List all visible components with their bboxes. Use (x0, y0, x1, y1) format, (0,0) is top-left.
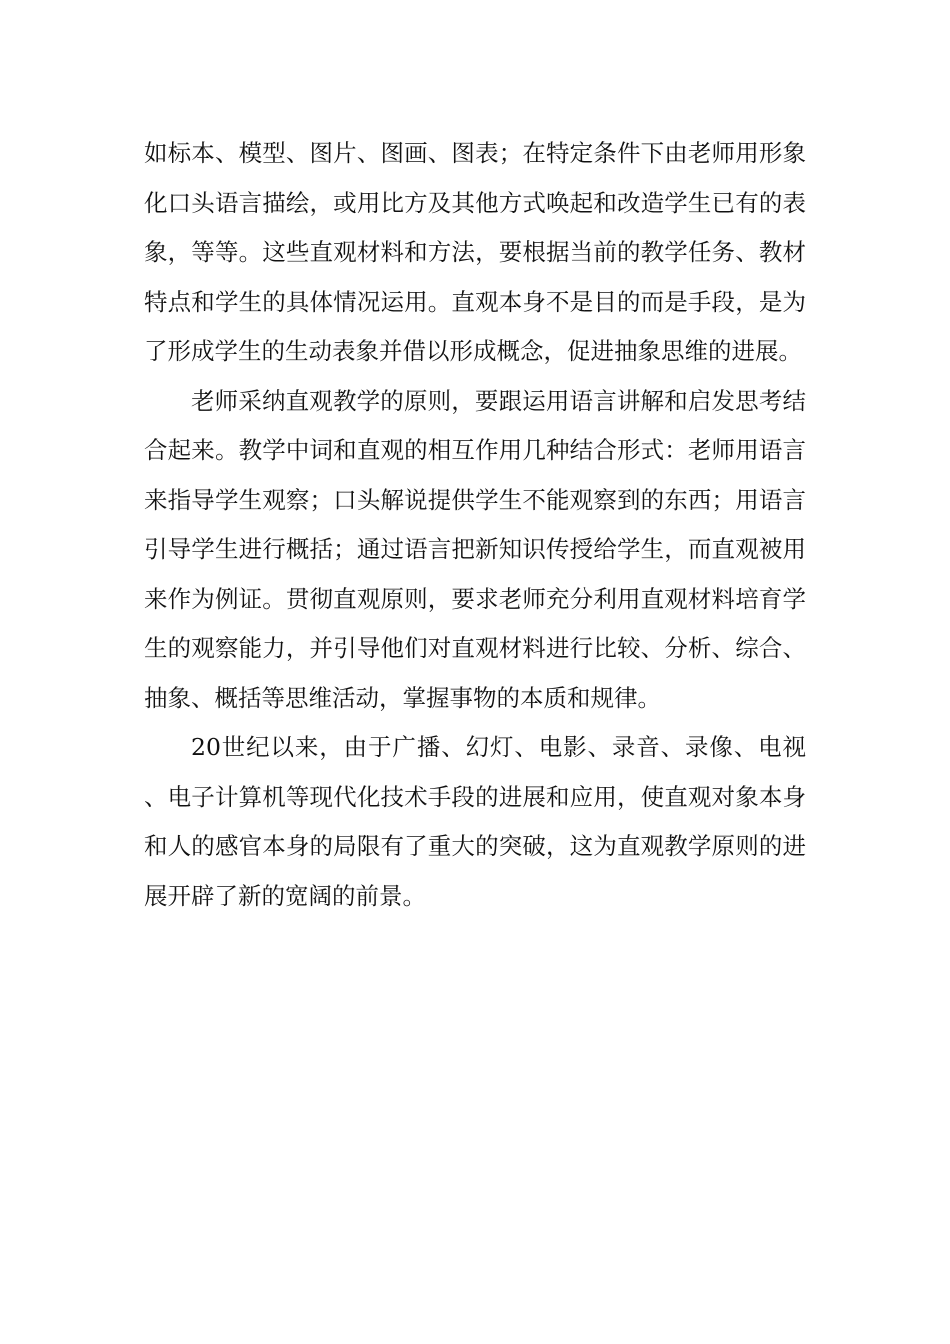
paragraph-3: 20世纪以来，由于广播、幻灯、电影、录音、录像、电视、电子计算机等现代化技术手段的进展和应用，使直观对象本身和人的感官本身的局限有了重大的突破，这为直观教学原则的进展开辟了新的宽阔的前景。 (144, 733, 806, 910)
document-body (144, 129, 806, 921)
paragraph-1: 如标本、模型、图片、图画、图表；在特定条件下由老师用形象化口头语言描绘，或用比方及其他方式唤起和改造学生已有的表象，等等。这些直观材料和方法，要根据当前的教学任务、教材特点和学生的具体情况运用。直观本身不是目的而是手段，是为了形成学生的生动表象并借以形成概念，促进抽象思维的进展。 (144, 139, 806, 365)
paragraph-2: 老师采纳直观教学的原则，要跟运用语言讲解和启发思考结合起来。教学中词和直观的相互作用几种结合形式：老师用语言来指导学生观察；口头解说提供学生不能观察到的东西；用语言引导学生进行概括；通过语言把新知识传授给学生，而直观被用来作为例证。贯彻直观原则，要求老师充分利用直观材料培育学生的观察能力，并引导他们对直观材料进行比较、分析、综合、抽象、概括等思维活动，掌握事物的本质和规律。 (144, 386, 806, 712)
